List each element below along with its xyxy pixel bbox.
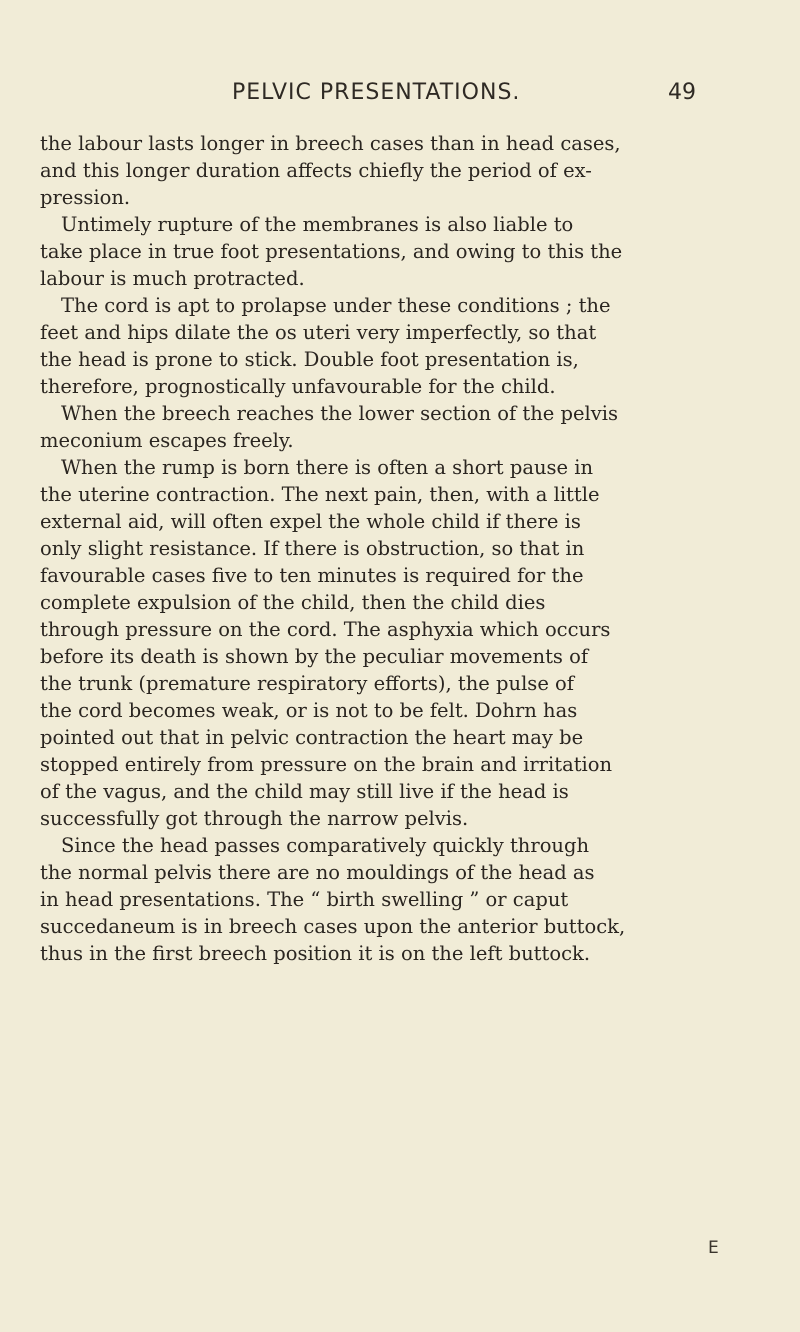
text-line: take place in true foot presentations, and owing to this the — [40, 240, 623, 263]
text-line: the head is prone to stick. Double foot presentation is, — [40, 348, 579, 371]
text-line: the uterine contraction. The next pain, then, with a little — [40, 483, 600, 506]
text-line: favourable cases five to ten minutes is required for the — [40, 564, 584, 587]
text-line: successfully got through the narrow pelvis. — [40, 807, 469, 830]
running-head — [0, 80, 800, 116]
text-line: Since the head passes comparatively quickly through — [61, 834, 590, 857]
text-line: succedaneum is in breech cases upon the anterior buttock, — [40, 915, 626, 938]
text-line: through pressure on the cord. The asphyxia which occurs — [40, 618, 611, 641]
text-line: thus in the first breech position it is on the left buttock. — [40, 942, 591, 965]
text-line: before its death is shown by the peculiar movements of — [40, 645, 589, 668]
text-line: the trunk (premature respiratory efforts), the pulse of — [40, 672, 575, 695]
text-line: meconium escapes freely. — [40, 429, 294, 452]
text-line: and this longer duration affects chiefly the period of ex- — [40, 159, 592, 182]
text-line: Untimely rupture of the membranes is also liable to — [61, 213, 574, 236]
text-line: the cord becomes weak, or is not to be felt. Dohrn has — [40, 699, 578, 722]
text-line: external aid, will often expel the whole child if there is — [40, 510, 581, 533]
text-line: complete expulsion of the child, then the child dies — [40, 591, 546, 614]
signature-mark: E — [708, 1238, 719, 1258]
text-line: in head presentations. The “ birth swelling ” or caput — [40, 888, 569, 911]
text-line: stopped entirely from pressure on the brain and irritation — [40, 753, 613, 776]
text-line: therefore, prognostically unfavourable for the child. — [40, 375, 556, 398]
text-line: only slight resistance. If there is obstruction, so that in — [40, 537, 585, 560]
text-line: pression. — [40, 186, 131, 209]
text-line: When the rump is born there is often a short pause in — [61, 456, 594, 479]
text-line: the labour lasts longer in breech cases than in head cases, — [40, 132, 621, 155]
text-line: labour is much protracted. — [40, 267, 305, 290]
text-line: of the vagus, and the child may still live if the head is — [40, 780, 569, 803]
text-line: the normal pelvis there are no mouldings of the head as — [40, 861, 595, 884]
text-line: pointed out that in pelvic contraction the heart may be — [40, 726, 584, 749]
text-line: feet and hips dilate the os uteri very imperfectly, so that — [40, 321, 597, 344]
text-line: When the breech reaches the lower section of the pelvis — [61, 402, 619, 425]
text-line: The cord is apt to prolapse under these conditions ; the — [61, 294, 611, 317]
page-header-title: PELVIC PRESENTATIONS. — [232, 80, 521, 105]
page-number: 49 — [668, 80, 696, 105]
